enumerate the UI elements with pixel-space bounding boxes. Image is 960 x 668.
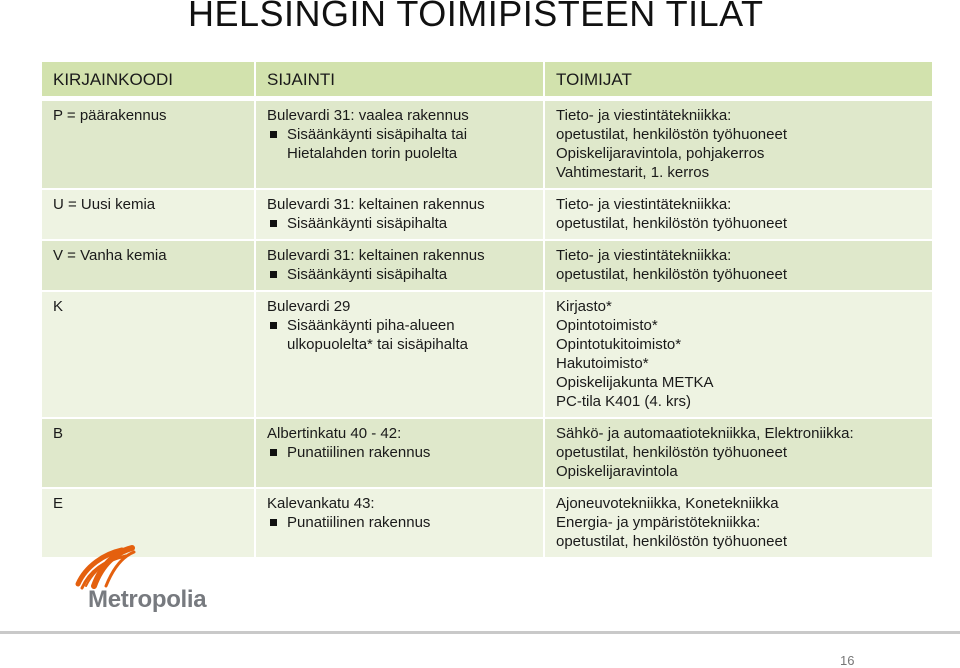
actor-text: Sähkö- ja automaatiotekniikka, Elektroniikka: xyxy=(556,425,854,442)
location-address: Kalevankatu 43: xyxy=(267,495,375,512)
table-row xyxy=(42,188,932,239)
code-cell: B xyxy=(42,417,254,487)
actors-cell xyxy=(543,290,932,417)
entrance-text: Sisäänkäynti sisäpihalta xyxy=(287,266,448,283)
actors-cell xyxy=(543,487,932,557)
actor-text: Hakutoimisto* xyxy=(556,355,649,372)
location-cell xyxy=(254,239,543,290)
square-bullet-icon xyxy=(270,449,277,456)
actor-text: opetustilat, henkilöstön työhuoneet xyxy=(556,215,787,232)
square-bullet-icon xyxy=(270,131,277,138)
actors-cell xyxy=(543,188,932,239)
location-cell xyxy=(254,417,543,487)
code-cell: P = päärakennus xyxy=(42,99,254,188)
location-cell xyxy=(254,290,543,417)
actor-text: opetustilat, henkilöstön työhuoneet xyxy=(556,444,787,461)
table-row xyxy=(42,290,932,417)
location-address: Bulevardi 31: keltainen rakennus xyxy=(267,196,485,213)
actor-text: Tieto- ja viestintätekniikka: xyxy=(556,196,732,213)
square-bullet-icon xyxy=(270,322,277,329)
actor-text: Ajoneuvotekniikka, Konetekniikka xyxy=(556,495,779,512)
actor-text: Tieto- ja viestintätekniikka: xyxy=(556,107,732,124)
entrance-bullet-item xyxy=(267,443,532,462)
actors-cell xyxy=(543,417,932,487)
header-location: SIJAINTI xyxy=(254,62,543,99)
actor-text: Opintotukitoimisto* xyxy=(556,336,682,353)
footer-divider xyxy=(0,631,960,634)
page-title: HELSINGIN TOIMIPISTEEN TILAT xyxy=(188,0,764,34)
actors-cell xyxy=(543,99,932,188)
square-bullet-icon xyxy=(270,519,277,526)
actor-text: PC-tila K401 (4. krs) xyxy=(556,393,692,410)
entrance-text: Sisäänkäynti sisäpihalta tai xyxy=(287,126,468,143)
actor-text: Kirjasto* xyxy=(556,298,612,315)
code-cell: K xyxy=(42,290,254,417)
location-cell xyxy=(254,188,543,239)
actor-text: Opintotoimisto* xyxy=(556,317,658,334)
entrance-bullet-item xyxy=(267,125,532,163)
entrance-bullet-item xyxy=(267,214,532,233)
code-cell: U = Uusi kemia xyxy=(42,188,254,239)
entrance-bullet-item xyxy=(267,265,532,284)
location-cell xyxy=(254,487,543,557)
location-address: Bulevardi 31: vaalea rakennus xyxy=(267,107,469,124)
actor-text: Energia- ja ympäristötekniikka: xyxy=(556,514,761,531)
actor-text: Opiskelijaravintola, pohjakerros xyxy=(556,145,765,162)
table-row xyxy=(42,417,932,487)
header-actors: TOIMIJAT xyxy=(543,62,932,99)
entrance-text: Sisäänkäynti sisäpihalta xyxy=(287,215,448,232)
facilities-table xyxy=(42,62,932,557)
actor-text: opetustilat, henkilöstön työhuoneet xyxy=(556,266,787,283)
actor-text: Tieto- ja viestintätekniikka: xyxy=(556,247,732,264)
actor-text: opetustilat, henkilöstön työhuoneet xyxy=(556,126,787,143)
logo-wordmark: Metropolia xyxy=(88,586,207,613)
entrance-bullet-item xyxy=(267,316,532,354)
actor-text: opetustilat, henkilöstön työhuoneet xyxy=(556,533,787,550)
table-body xyxy=(42,99,932,557)
location-address: Bulevardi 31: keltainen rakennus xyxy=(267,247,485,264)
actor-text: Opiskelijakunta METKA xyxy=(556,374,714,391)
entrance-text: Punatiilinen rakennus xyxy=(287,444,431,461)
entrance-bullet-item xyxy=(267,513,532,532)
table-header-row xyxy=(42,62,932,99)
location-cell xyxy=(254,99,543,188)
code-cell: V = Vanha kemia xyxy=(42,239,254,290)
entrance-text: Sisäänkäynti piha-alueen xyxy=(287,317,455,334)
entrance-text: ulkopuolelta* tai sisäpihalta xyxy=(287,336,468,353)
table-row xyxy=(42,99,932,188)
entrance-text: Punatiilinen rakennus xyxy=(287,514,431,531)
actor-text: Vahtimestarit, 1. kerros xyxy=(556,164,710,181)
actor-text: Opiskelijaravintola xyxy=(556,463,678,480)
page-number: 16 xyxy=(840,653,855,668)
location-address: Bulevardi 29 xyxy=(267,298,351,315)
location-address: Albertinkatu 40 - 42: xyxy=(267,425,402,442)
table-row xyxy=(42,239,932,290)
actors-cell xyxy=(543,239,932,290)
square-bullet-icon xyxy=(270,220,277,227)
code-cell: E xyxy=(42,487,254,557)
header-code: KIRJAINKOODI xyxy=(42,62,254,99)
square-bullet-icon xyxy=(270,271,277,278)
entrance-text: Hietalahden torin puolelta xyxy=(287,145,458,162)
